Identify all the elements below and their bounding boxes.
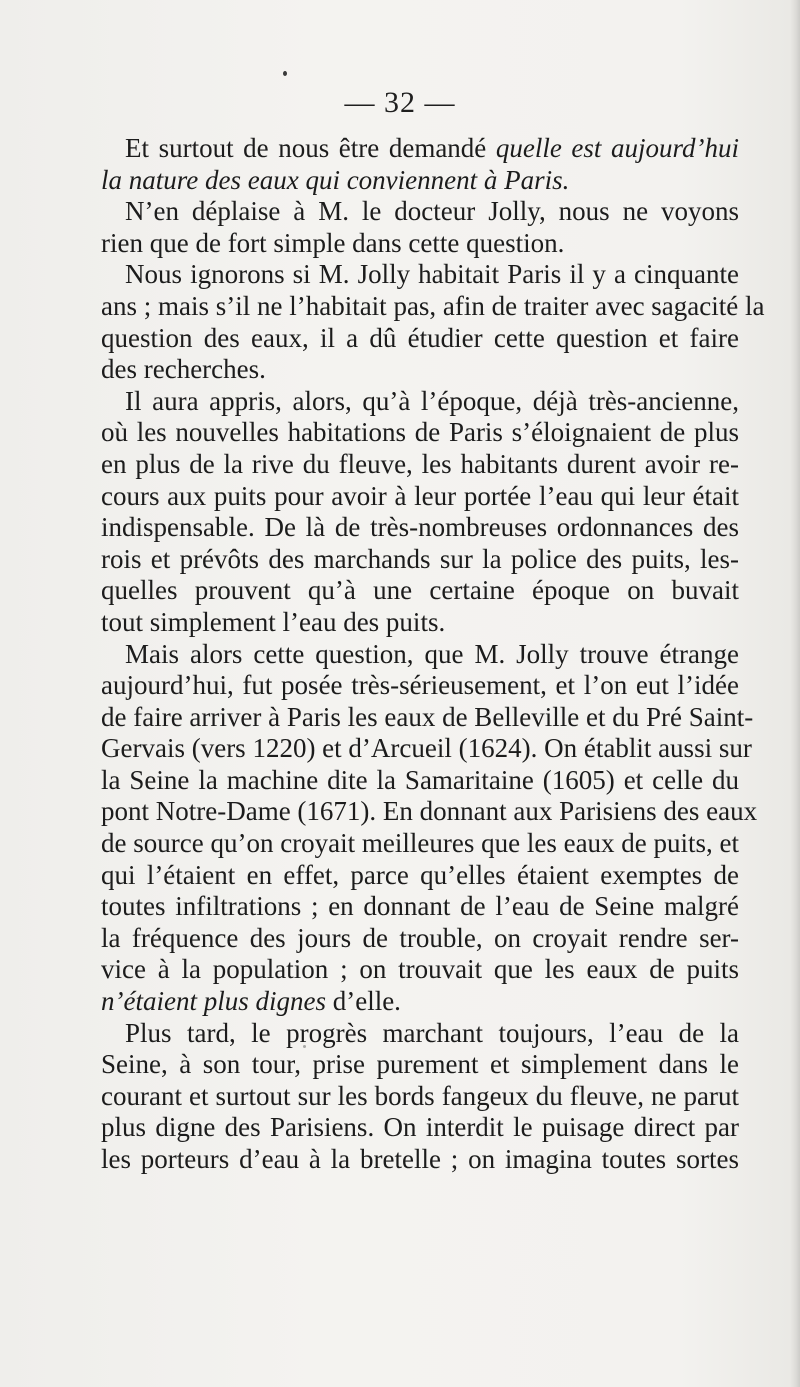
text-run: plus digne des Parisiens. On interdit le puisage direct par (101, 1112, 739, 1143)
text-line (101, 701, 754, 734)
ink-speck (283, 71, 287, 76)
text-run: ans ; mais s’il ne l’habitait pas, afin de traiter avec sagacité la (101, 290, 765, 321)
text-line (101, 1081, 739, 1113)
text-line (101, 923, 739, 955)
text-run: Nous ignorons si M. Jolly habitait Paris il y a cinquante (125, 259, 739, 290)
text-run: question des eaux, il a dû étudier cette question et faire (101, 322, 739, 353)
text-line (101, 1018, 739, 1050)
text-run: toutes infiltrations ; en donnant de l’eau de Seine malgré (101, 891, 739, 922)
text-line (101, 165, 739, 197)
text-run: courant et surtout sur les bords fangeux du fleuve, ne parut (101, 1080, 739, 1111)
text-run: Mais alors cette question, que M. Jolly trouve étrange (125, 638, 739, 669)
text-line (101, 733, 752, 765)
text-line (101, 228, 739, 260)
text-line (101, 1144, 739, 1176)
text-line (101, 860, 739, 892)
italic-text: quelle est aujourd’hui (495, 133, 739, 163)
text-line (101, 290, 765, 323)
text-run: les porteurs d’eau à la bretelle ; on imagina toutes sortes (101, 1144, 739, 1174)
italic-text: la nature des eaux qui conviennent à Paris. (101, 164, 570, 195)
text-run: des recherches. (101, 354, 266, 385)
text-run: tout simplement l’eau des puits. (101, 606, 446, 637)
text-line (101, 607, 739, 639)
text-line (101, 639, 739, 671)
text-run: cours aux puits pour avoir à leur portée l’eau qui leur était (101, 480, 739, 511)
text-run: vice à la population ; on trouvait que les eaux de puits (101, 954, 739, 985)
text-run: Il aura appris, alors, qu’à l’époque, déjà très-ancienne, (125, 385, 739, 416)
text-line (101, 386, 739, 418)
page-number: — 32 — (344, 86, 456, 119)
text-run: d’elle. (325, 986, 401, 1017)
text-run: indispensable. De là de très-nombreuses ordonnances des (101, 512, 739, 543)
text-run: de source qu’on croyait meilleures que les eaux de puits, et (101, 828, 740, 859)
text-line (101, 323, 739, 355)
text-line (101, 133, 739, 165)
text-run: la Seine la machine dite la Samaritaine (1605) et celle du (101, 764, 739, 795)
text-run: rien que de fort simple dans cette question. (101, 227, 565, 258)
text-line (101, 544, 739, 576)
text-line (101, 670, 739, 702)
text-run: de faire arriver à Paris les eaux de Belleville et du Pré Saint- (101, 701, 754, 732)
text-line (101, 449, 739, 481)
text-line (101, 417, 739, 449)
text-run: Et surtout de nous être demandé (125, 133, 496, 163)
text-line (101, 1049, 739, 1081)
text-line (101, 1112, 739, 1144)
text-run: rois et prévôts des marchands sur la police des puits, les- (101, 543, 739, 574)
text-run: la fréquence des jours de trouble, on croyait rendre ser- (101, 922, 739, 953)
text-line (101, 575, 739, 607)
text-line (101, 891, 739, 923)
text-run: où les nouvelles habitations de Paris s’éloignaient de plus (101, 417, 739, 448)
text-run: Plus tard, le progrès marchant toujours, l’eau de la (125, 1017, 739, 1048)
text-run: N’en déplaise à M. le docteur Jolly, nous ne voyons (125, 196, 739, 227)
italic-text: n’étaient plus dignes (101, 986, 326, 1017)
text-line (101, 259, 739, 291)
text-line (101, 196, 739, 228)
text-run: aujourd’hui, fut posée très-sérieusement, et l’on eut l’idée (101, 670, 739, 701)
text-line (101, 354, 739, 386)
text-run: pont Notre-Dame (1671). En donnant aux Parisiens des eaux (101, 796, 758, 827)
text-line (101, 796, 758, 828)
text-run: Gervais (vers 1220) et d’Arcueil (1624). On établit aussi sur (101, 733, 752, 764)
text-line (101, 828, 739, 860)
text-run: en plus de la rive du fleuve, les habitants durent avoir re- (101, 448, 739, 479)
text-line (101, 481, 739, 513)
text-line (101, 986, 739, 1018)
text-run: Seine, à son tour, prise purement et simplement dans le (101, 1049, 739, 1080)
text-line (101, 512, 739, 544)
body-text (101, 133, 765, 1176)
text-line (101, 765, 739, 797)
text-run: qui l’étaient en effet, parce qu’elles étaient exemptes de (101, 859, 739, 890)
text-line (101, 954, 739, 986)
text-run: quelles prouvent qu’à une certaine époque on buvait (101, 575, 739, 606)
page-edge-shadow (790, 0, 800, 1387)
